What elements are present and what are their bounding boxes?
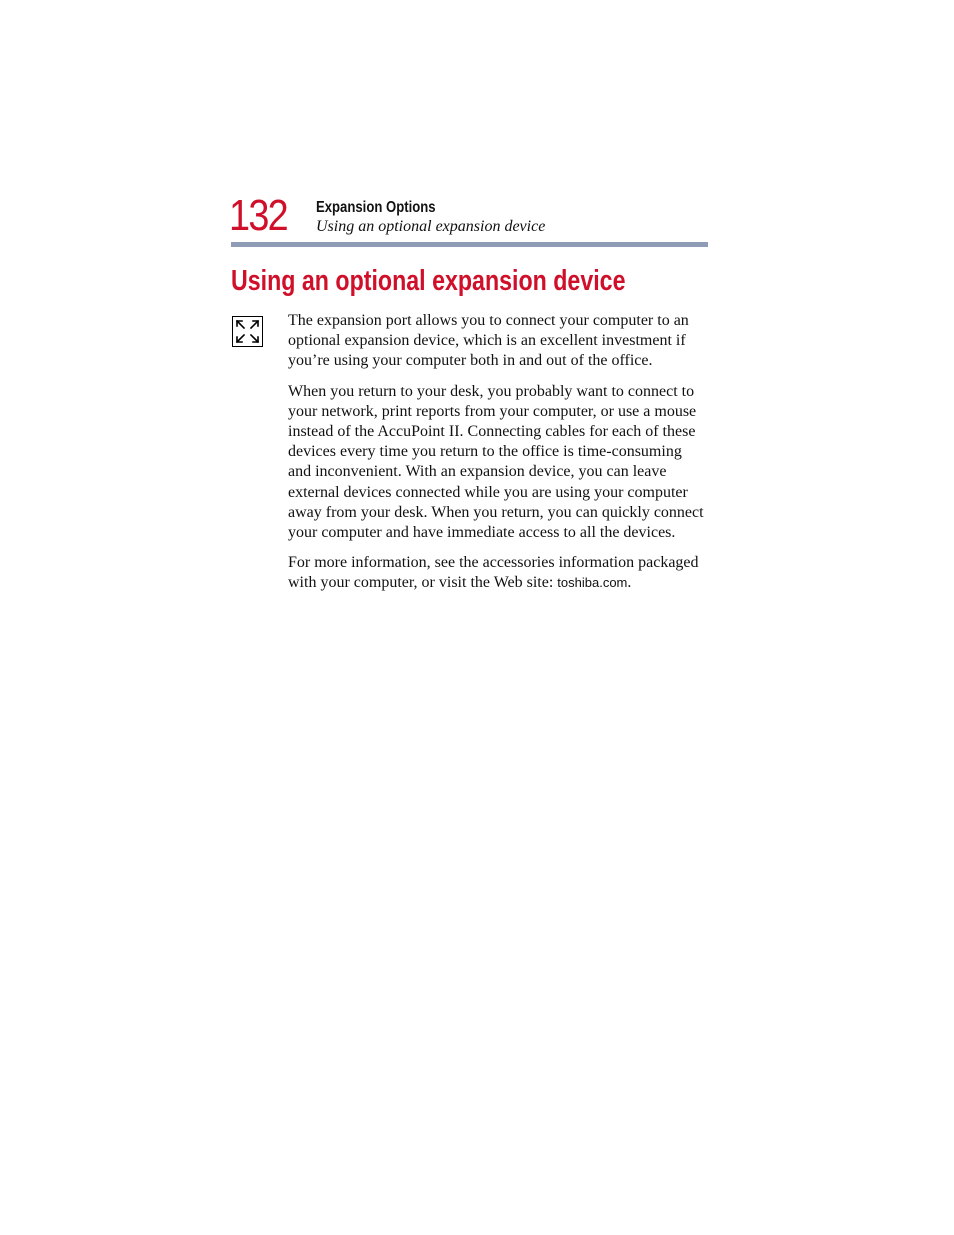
paragraph-3-text: For more information, see the accessories information packaged with your computer, or visit the Web site: xyxy=(288,554,699,592)
header-rule xyxy=(231,242,708,247)
page-number: 132 xyxy=(229,191,287,240)
section-subtitle: Using an optional expansion device xyxy=(316,218,546,235)
section-heading: Using an optional expansion device xyxy=(231,265,626,297)
body-text xyxy=(288,311,708,604)
paragraph-3-end: . xyxy=(627,574,632,592)
expand-arrows-icon xyxy=(232,316,263,347)
chapter-title: Expansion Options xyxy=(316,199,436,216)
paragraph-1: The expansion port allows you to connect your computer to an optional expansion device, which is an excellent investment if you’re using your computer both in and out of the office. xyxy=(288,312,689,370)
paragraph-2: When you return to your desk, you probably want to connect to your network, print reports from your computer, or use a mouse instead of the AccuPoint II. Connecting cables for each of these devices every time you return to the office is time-consuming and inconvenient. With an expansion device, you can leave external devices connected while you are using your computer away from your desk. When you return, you can quickly connect your computer and have immediate access to all the devices. xyxy=(288,382,704,542)
website-link[interactable]: toshiba.com xyxy=(557,575,628,591)
running-head xyxy=(316,198,706,236)
paragraph-3 xyxy=(288,553,708,593)
